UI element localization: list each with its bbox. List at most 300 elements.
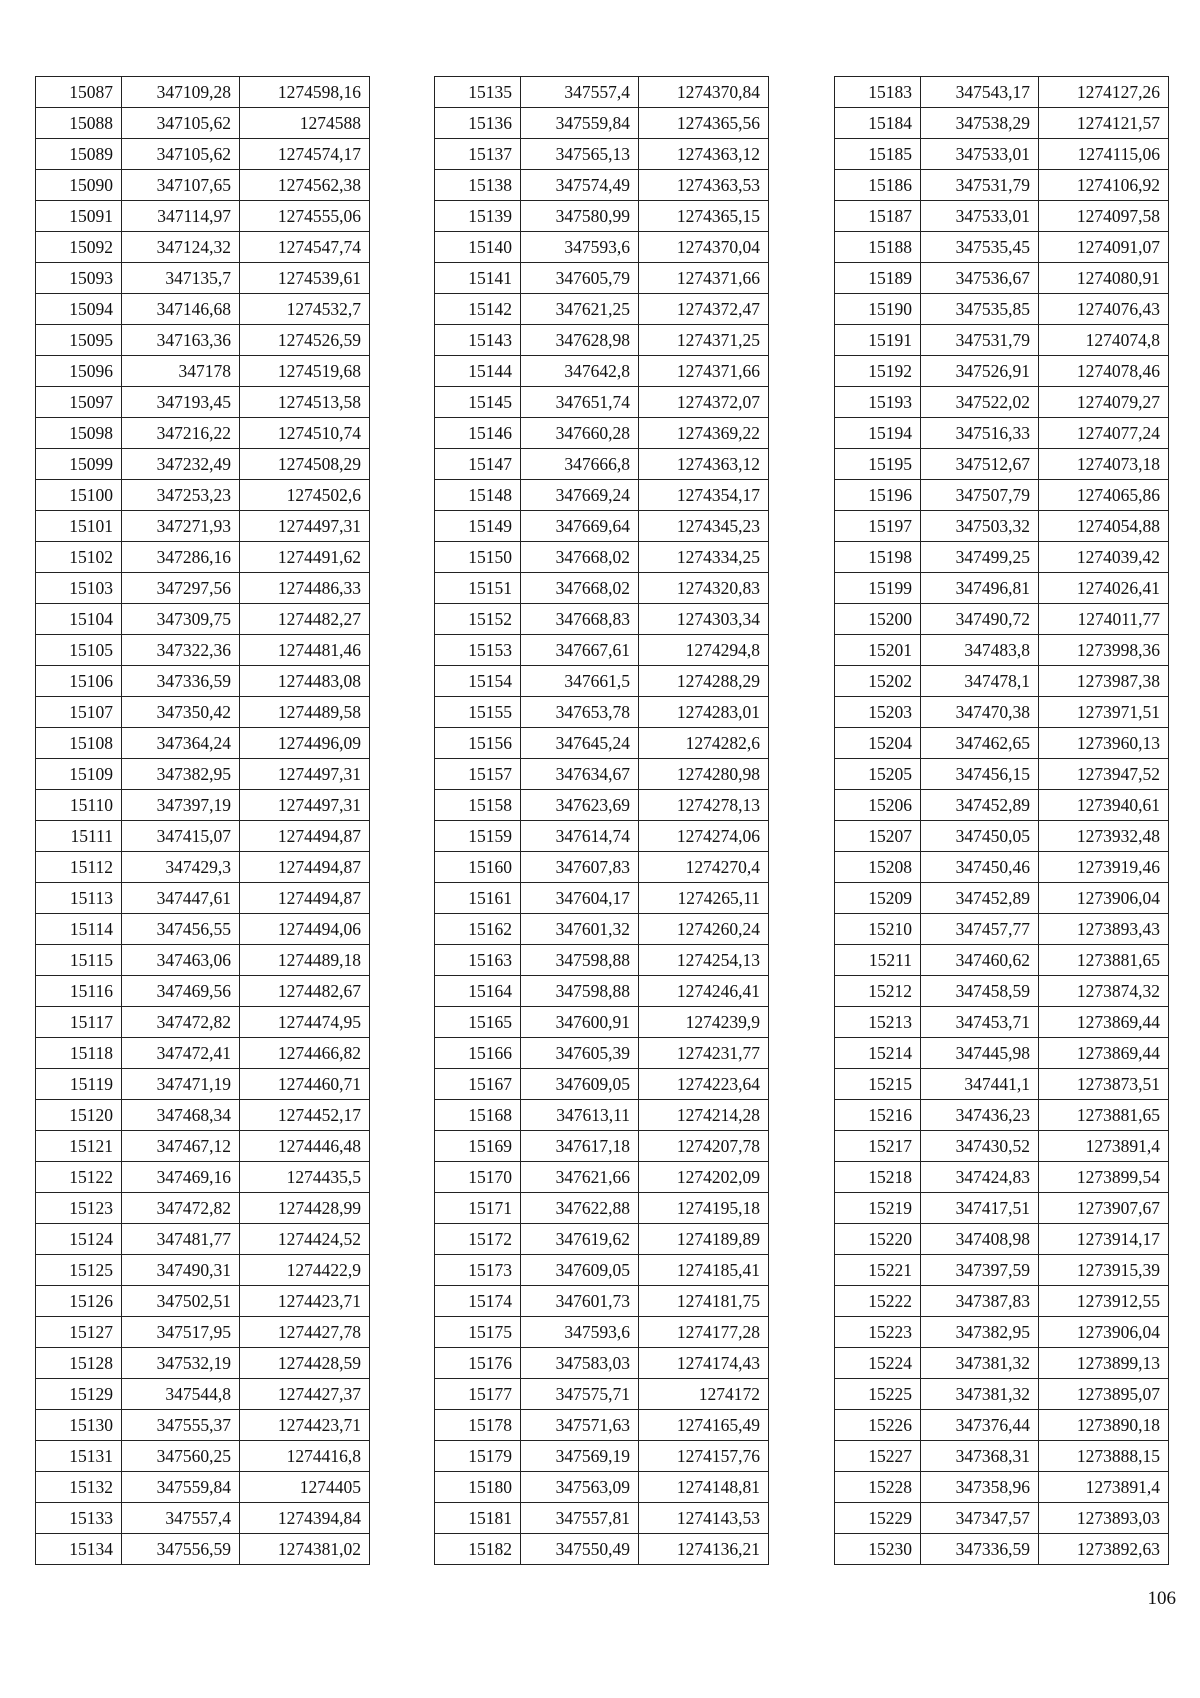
point-number-cell: 15225 [835,1379,921,1410]
x-coordinate-cell: 347417,51 [921,1193,1039,1224]
table-row [435,418,769,449]
point-number-cell: 15115 [36,945,122,976]
y-coordinate-cell: 1274513,58 [240,387,370,418]
table-row [835,914,1169,945]
point-number-cell: 15094 [36,294,122,325]
x-coordinate-cell: 347661,5 [521,666,639,697]
point-number-cell: 15155 [435,697,521,728]
x-coordinate-cell: 347499,25 [921,542,1039,573]
point-number-cell: 15142 [435,294,521,325]
y-coordinate-cell: 1273987,38 [1039,666,1169,697]
point-number-cell: 15149 [435,511,521,542]
table-row [435,511,769,542]
point-number-cell: 15207 [835,821,921,852]
point-number-cell: 15209 [835,883,921,914]
x-coordinate-cell: 347526,91 [921,356,1039,387]
table-row [835,1286,1169,1317]
x-coordinate-cell: 347463,06 [122,945,240,976]
y-coordinate-cell: 1274278,13 [639,790,769,821]
y-coordinate-cell: 1273932,48 [1039,821,1169,852]
table-row [835,1100,1169,1131]
point-number-cell: 15091 [36,201,122,232]
x-coordinate-cell: 347583,03 [521,1348,639,1379]
point-number-cell: 15228 [835,1472,921,1503]
table-row [835,325,1169,356]
point-number-cell: 15222 [835,1286,921,1317]
point-number-cell: 15172 [435,1224,521,1255]
coordinates-table-3 [834,76,1169,1565]
x-coordinate-cell: 347565,13 [521,139,639,170]
table-row [435,1472,769,1503]
x-coordinate-cell: 347550,49 [521,1534,639,1565]
table-row [435,139,769,170]
table-row [435,77,769,108]
table-row [835,1503,1169,1534]
x-coordinate-cell: 347458,59 [921,976,1039,1007]
y-coordinate-cell: 1274446,48 [240,1131,370,1162]
x-coordinate-cell: 347460,62 [921,945,1039,976]
point-number-cell: 15148 [435,480,521,511]
table-row [435,294,769,325]
y-coordinate-cell: 1274483,08 [240,666,370,697]
x-coordinate-cell: 347105,62 [122,108,240,139]
y-coordinate-cell: 1274539,61 [240,263,370,294]
y-coordinate-cell: 1274489,18 [240,945,370,976]
x-coordinate-cell: 347309,75 [122,604,240,635]
y-coordinate-cell: 1274270,4 [639,852,769,883]
table-row [435,1534,769,1565]
y-coordinate-cell: 1274416,8 [240,1441,370,1472]
y-coordinate-cell: 1274177,28 [639,1317,769,1348]
x-coordinate-cell: 347382,95 [122,759,240,790]
y-coordinate-cell: 1274508,29 [240,449,370,480]
table-row [36,821,370,852]
x-coordinate-cell: 347614,74 [521,821,639,852]
page-number: 106 [1147,1588,1176,1609]
y-coordinate-cell: 1274427,78 [240,1317,370,1348]
y-coordinate-cell: 1274080,91 [1039,263,1169,294]
x-coordinate-cell: 347109,28 [122,77,240,108]
y-coordinate-cell: 1274363,53 [639,170,769,201]
table-row [36,542,370,573]
y-coordinate-cell: 1274011,77 [1039,604,1169,635]
table-row [36,1224,370,1255]
x-coordinate-cell: 347532,19 [122,1348,240,1379]
y-coordinate-cell: 1274334,25 [639,542,769,573]
point-number-cell: 15123 [36,1193,122,1224]
x-coordinate-cell: 347469,56 [122,976,240,1007]
y-coordinate-cell: 1274280,98 [639,759,769,790]
point-number-cell: 15088 [36,108,122,139]
point-number-cell: 15107 [36,697,122,728]
point-number-cell: 15118 [36,1038,122,1069]
y-coordinate-cell: 1274494,87 [240,821,370,852]
point-number-cell: 15141 [435,263,521,294]
point-number-cell: 15224 [835,1348,921,1379]
y-coordinate-cell: 1274246,41 [639,976,769,1007]
table-row [435,883,769,914]
y-coordinate-cell: 1274121,57 [1039,108,1169,139]
y-coordinate-cell: 1273919,46 [1039,852,1169,883]
table-row [435,728,769,759]
table-row [835,697,1169,728]
table-row [835,263,1169,294]
point-number-cell: 15161 [435,883,521,914]
point-number-cell: 15220 [835,1224,921,1255]
point-number-cell: 15114 [36,914,122,945]
y-coordinate-cell: 1274202,09 [639,1162,769,1193]
y-coordinate-cell: 1274127,26 [1039,77,1169,108]
point-number-cell: 15120 [36,1100,122,1131]
point-number-cell: 15128 [36,1348,122,1379]
y-coordinate-cell: 1274423,71 [240,1410,370,1441]
table-row [36,1193,370,1224]
y-coordinate-cell: 1274588 [240,108,370,139]
x-coordinate-cell: 347617,18 [521,1131,639,1162]
x-coordinate-cell: 347601,32 [521,914,639,945]
table-row [435,449,769,480]
table-row [36,914,370,945]
table-row [36,1503,370,1534]
x-coordinate-cell: 347543,17 [921,77,1039,108]
y-coordinate-cell: 1274510,74 [240,418,370,449]
x-coordinate-cell: 347462,65 [921,728,1039,759]
point-number-cell: 15219 [835,1193,921,1224]
point-number-cell: 15104 [36,604,122,635]
point-number-cell: 15112 [36,852,122,883]
y-coordinate-cell: 1274283,01 [639,697,769,728]
point-number-cell: 15171 [435,1193,521,1224]
y-coordinate-cell: 1274381,02 [240,1534,370,1565]
x-coordinate-cell: 347253,23 [122,480,240,511]
x-coordinate-cell: 347468,34 [122,1100,240,1131]
x-coordinate-cell: 347502,51 [122,1286,240,1317]
y-coordinate-cell: 1273998,36 [1039,635,1169,666]
table-row [835,635,1169,666]
y-coordinate-cell: 1273912,55 [1039,1286,1169,1317]
y-coordinate-cell: 1274026,41 [1039,573,1169,604]
point-number-cell: 15156 [435,728,521,759]
y-coordinate-cell: 1274039,42 [1039,542,1169,573]
y-coordinate-cell: 1273899,54 [1039,1162,1169,1193]
table-row [835,1441,1169,1472]
y-coordinate-cell: 1274345,23 [639,511,769,542]
point-number-cell: 15170 [435,1162,521,1193]
x-coordinate-cell: 347533,01 [921,139,1039,170]
y-coordinate-cell: 1274054,88 [1039,511,1169,542]
x-coordinate-cell: 347415,07 [122,821,240,852]
x-coordinate-cell: 347452,89 [921,790,1039,821]
x-coordinate-cell: 347430,52 [921,1131,1039,1162]
point-number-cell: 15179 [435,1441,521,1472]
y-coordinate-cell: 1274106,92 [1039,170,1169,201]
table-row [435,604,769,635]
y-coordinate-cell: 1274303,34 [639,604,769,635]
table-row [36,356,370,387]
x-coordinate-cell: 347397,19 [122,790,240,821]
point-number-cell: 15181 [435,1503,521,1534]
point-number-cell: 15097 [36,387,122,418]
x-coordinate-cell: 347146,68 [122,294,240,325]
x-coordinate-cell: 347336,59 [122,666,240,697]
y-coordinate-cell: 1274486,33 [240,573,370,604]
table-row [435,666,769,697]
x-coordinate-cell: 347436,23 [921,1100,1039,1131]
point-number-cell: 15177 [435,1379,521,1410]
x-coordinate-cell: 347452,89 [921,883,1039,914]
point-number-cell: 15087 [36,77,122,108]
point-number-cell: 15140 [435,232,521,263]
point-number-cell: 15134 [36,1534,122,1565]
point-number-cell: 15192 [835,356,921,387]
x-coordinate-cell: 347667,61 [521,635,639,666]
x-coordinate-cell: 347619,62 [521,1224,639,1255]
point-number-cell: 15229 [835,1503,921,1534]
x-coordinate-cell: 347163,36 [122,325,240,356]
point-number-cell: 15144 [435,356,521,387]
point-number-cell: 15188 [835,232,921,263]
point-number-cell: 15230 [835,1534,921,1565]
coordinates-table-1 [35,76,370,1565]
x-coordinate-cell: 347232,49 [122,449,240,480]
x-coordinate-cell: 347531,79 [921,170,1039,201]
table-row [835,759,1169,790]
x-coordinate-cell: 347381,32 [921,1348,1039,1379]
y-coordinate-cell: 1274091,07 [1039,232,1169,263]
point-number-cell: 15126 [36,1286,122,1317]
y-coordinate-cell: 1274497,31 [240,759,370,790]
point-number-cell: 15191 [835,325,921,356]
table-row [435,1379,769,1410]
y-coordinate-cell: 1273888,15 [1039,1441,1169,1472]
y-coordinate-cell: 1274370,04 [639,232,769,263]
table-row [36,1534,370,1565]
table-row [435,635,769,666]
table-row [435,1131,769,1162]
y-coordinate-cell: 1274481,46 [240,635,370,666]
point-number-cell: 15168 [435,1100,521,1131]
y-coordinate-cell: 1274115,06 [1039,139,1169,170]
x-coordinate-cell: 347408,98 [921,1224,1039,1255]
point-number-cell: 15093 [36,263,122,294]
x-coordinate-cell: 347271,93 [122,511,240,542]
y-coordinate-cell: 1274494,87 [240,852,370,883]
point-number-cell: 15198 [835,542,921,573]
x-coordinate-cell: 347483,8 [921,635,1039,666]
table-row [36,387,370,418]
table-row [835,821,1169,852]
point-number-cell: 15129 [36,1379,122,1410]
x-coordinate-cell: 347669,64 [521,511,639,542]
point-number-cell: 15135 [435,77,521,108]
x-coordinate-cell: 347559,84 [122,1472,240,1503]
point-number-cell: 15211 [835,945,921,976]
table-row [435,945,769,976]
table-row [835,1348,1169,1379]
table-row [835,511,1169,542]
x-coordinate-cell: 347668,02 [521,573,639,604]
point-number-cell: 15132 [36,1472,122,1503]
y-coordinate-cell: 1273899,13 [1039,1348,1169,1379]
x-coordinate-cell: 347347,57 [921,1503,1039,1534]
x-coordinate-cell: 347471,19 [122,1069,240,1100]
table-row [36,418,370,449]
x-coordinate-cell: 347467,12 [122,1131,240,1162]
point-number-cell: 15175 [435,1317,521,1348]
point-number-cell: 15146 [435,418,521,449]
table-row [835,1472,1169,1503]
y-coordinate-cell: 1274371,66 [639,263,769,294]
x-coordinate-cell: 347450,46 [921,852,1039,883]
table-row [835,883,1169,914]
x-coordinate-cell: 347286,16 [122,542,240,573]
y-coordinate-cell: 1274077,24 [1039,418,1169,449]
point-number-cell: 15150 [435,542,521,573]
point-number-cell: 15223 [835,1317,921,1348]
y-coordinate-cell: 1274365,15 [639,201,769,232]
point-number-cell: 15184 [835,108,921,139]
point-number-cell: 15131 [36,1441,122,1472]
y-coordinate-cell: 1274185,41 [639,1255,769,1286]
x-coordinate-cell: 347621,25 [521,294,639,325]
x-coordinate-cell: 347557,4 [122,1503,240,1534]
y-coordinate-cell: 1274079,27 [1039,387,1169,418]
x-coordinate-cell: 347598,88 [521,945,639,976]
table-row [435,821,769,852]
point-number-cell: 15182 [435,1534,521,1565]
y-coordinate-cell: 1274435,5 [240,1162,370,1193]
point-number-cell: 15092 [36,232,122,263]
y-coordinate-cell: 1273915,39 [1039,1255,1169,1286]
table-row [835,294,1169,325]
table-row [36,1131,370,1162]
point-number-cell: 15176 [435,1348,521,1379]
table-row [435,573,769,604]
point-number-cell: 15174 [435,1286,521,1317]
point-number-cell: 15183 [835,77,921,108]
point-number-cell: 15216 [835,1100,921,1131]
table-row [36,728,370,759]
y-coordinate-cell: 1273873,51 [1039,1069,1169,1100]
y-coordinate-cell: 1274482,27 [240,604,370,635]
point-number-cell: 15212 [835,976,921,1007]
y-coordinate-cell: 1274370,84 [639,77,769,108]
table-row [835,201,1169,232]
table-row [835,1534,1169,1565]
x-coordinate-cell: 347535,45 [921,232,1039,263]
x-coordinate-cell: 347358,96 [921,1472,1039,1503]
table-row [36,1100,370,1131]
point-number-cell: 15193 [835,387,921,418]
y-coordinate-cell: 1274174,43 [639,1348,769,1379]
x-coordinate-cell: 347605,79 [521,263,639,294]
table-row [835,449,1169,480]
x-coordinate-cell: 347669,24 [521,480,639,511]
table-row [435,170,769,201]
x-coordinate-cell: 347580,99 [521,201,639,232]
x-coordinate-cell: 347642,8 [521,356,639,387]
y-coordinate-cell: 1274371,66 [639,356,769,387]
y-coordinate-cell: 1273891,4 [1039,1472,1169,1503]
table-row [36,1007,370,1038]
point-number-cell: 15147 [435,449,521,480]
point-number-cell: 15159 [435,821,521,852]
y-coordinate-cell: 1273906,04 [1039,1317,1169,1348]
point-number-cell: 15210 [835,914,921,945]
table-row [36,883,370,914]
table-row [36,325,370,356]
x-coordinate-cell: 347557,81 [521,1503,639,1534]
table-row [435,1162,769,1193]
y-coordinate-cell: 1274427,37 [240,1379,370,1410]
table-row [835,387,1169,418]
x-coordinate-cell: 347651,74 [521,387,639,418]
y-coordinate-cell: 1274502,6 [240,480,370,511]
point-number-cell: 15138 [435,170,521,201]
table-row [435,697,769,728]
y-coordinate-cell: 1274148,81 [639,1472,769,1503]
point-number-cell: 15195 [835,449,921,480]
x-coordinate-cell: 347481,77 [122,1224,240,1255]
table-row [36,1410,370,1441]
x-coordinate-cell: 347557,4 [521,77,639,108]
point-number-cell: 15157 [435,759,521,790]
x-coordinate-cell: 347322,36 [122,635,240,666]
y-coordinate-cell: 1274097,58 [1039,201,1169,232]
table-row [435,1038,769,1069]
x-coordinate-cell: 347660,28 [521,418,639,449]
x-coordinate-cell: 347571,63 [521,1410,639,1441]
table-row [435,1255,769,1286]
x-coordinate-cell: 347533,01 [921,201,1039,232]
point-number-cell: 15110 [36,790,122,821]
x-coordinate-cell: 347478,1 [921,666,1039,697]
y-coordinate-cell: 1274274,06 [639,821,769,852]
table-row [435,1100,769,1131]
x-coordinate-cell: 347457,77 [921,914,1039,945]
y-coordinate-cell: 1273971,51 [1039,697,1169,728]
table-row [435,480,769,511]
table-row [435,356,769,387]
y-coordinate-cell: 1274195,18 [639,1193,769,1224]
x-coordinate-cell: 347569,19 [521,1441,639,1472]
point-number-cell: 15227 [835,1441,921,1472]
x-coordinate-cell: 347622,88 [521,1193,639,1224]
point-number-cell: 15208 [835,852,921,883]
x-coordinate-cell: 347601,73 [521,1286,639,1317]
y-coordinate-cell: 1274165,49 [639,1410,769,1441]
point-number-cell: 15139 [435,201,521,232]
point-number-cell: 15197 [835,511,921,542]
y-coordinate-cell: 1274260,24 [639,914,769,945]
table-row [36,263,370,294]
x-coordinate-cell: 347609,05 [521,1069,639,1100]
point-number-cell: 15199 [835,573,921,604]
y-coordinate-cell: 1273881,65 [1039,1100,1169,1131]
point-number-cell: 15203 [835,697,921,728]
y-coordinate-cell: 1274239,9 [639,1007,769,1038]
x-coordinate-cell: 347621,66 [521,1162,639,1193]
x-coordinate-cell: 347470,38 [921,697,1039,728]
x-coordinate-cell: 347517,95 [122,1317,240,1348]
point-number-cell: 15215 [835,1069,921,1100]
table-row [835,1131,1169,1162]
point-number-cell: 15178 [435,1410,521,1441]
y-coordinate-cell: 1274288,29 [639,666,769,697]
x-coordinate-cell: 347490,31 [122,1255,240,1286]
x-coordinate-cell: 347368,31 [921,1441,1039,1472]
y-coordinate-cell: 1274428,99 [240,1193,370,1224]
